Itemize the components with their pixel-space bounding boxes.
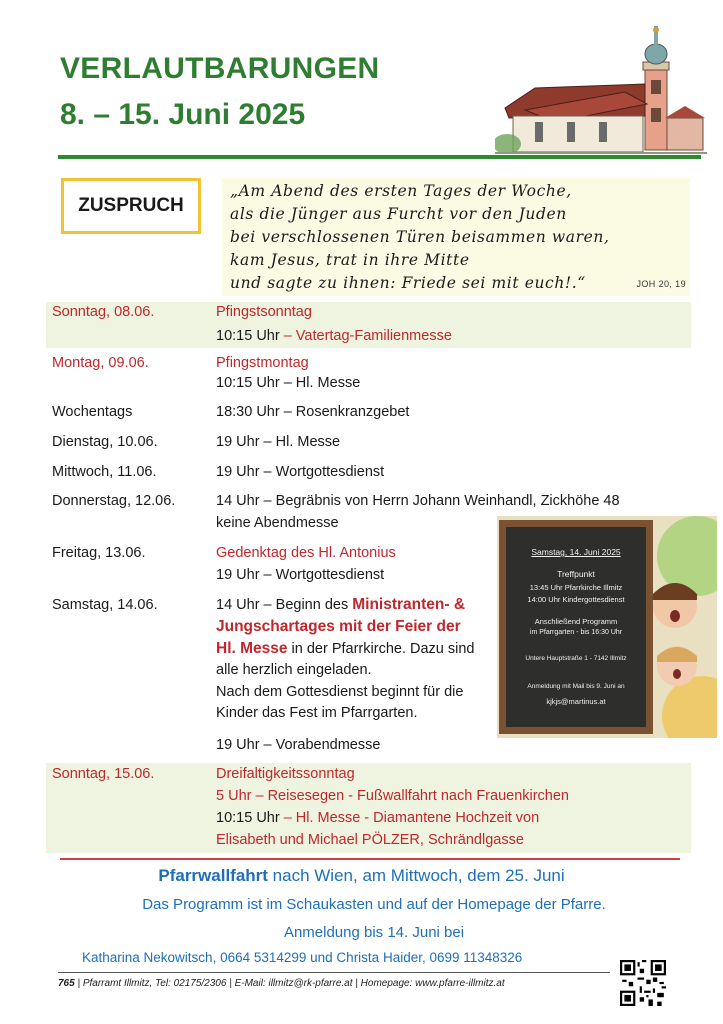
header-divider xyxy=(58,155,701,159)
chalk-line: Samstag, 14. Juni 2025 xyxy=(531,547,621,557)
pilgrimage-contacts: Katharina Nekowitsch, 0664 5314299 und Christa Haider, 0699 11348326 xyxy=(82,950,523,965)
chalk-line: 13:45 Uhr Pfarrkirche Illmitz xyxy=(529,583,623,592)
day-label: Wochentags xyxy=(52,404,133,420)
event-line: 10:15 Uhr – Hl. Messe xyxy=(216,375,361,391)
event-highlight: Ministranten- & xyxy=(352,596,466,613)
event-line xyxy=(216,596,465,614)
event-line: 19 Uhr – Wortgottesdienst xyxy=(216,567,385,583)
day-label: Sonntag, 15.06. xyxy=(52,766,155,782)
event-line: alle herzlich eingeladen. xyxy=(216,662,372,678)
event-line: 5 Uhr – Reisesegen - Fußwallfahrt nach Frauenkirchen xyxy=(216,788,569,804)
section-divider xyxy=(60,858,680,860)
quote-line: „Am Abend des ersten Tages der Woche, xyxy=(230,182,572,200)
bible-quote xyxy=(222,178,690,296)
day-label: Samstag, 14.06. xyxy=(52,597,158,613)
pilgrimage-registration: Anmeldung bis 14. Juni bei xyxy=(283,924,465,941)
quote-line: kam Jesus, trat in ihre Mitte xyxy=(230,251,470,269)
day-label: Freitag, 13.06. xyxy=(52,545,146,561)
pilgrimage-info: Das Programm ist im Schaukasten und auf der Homepage der Pfarre. xyxy=(142,896,606,913)
quote-line: als die Jünger aus Furcht vor den Juden xyxy=(230,205,567,223)
day-label: Donnerstag, 12.06. xyxy=(52,493,176,509)
event-line: Nach dem Gottesdienst beginnt für die xyxy=(216,684,464,700)
event-note: keine Abendmesse xyxy=(216,515,339,531)
event-line xyxy=(216,328,452,344)
chalk-line: kjkjs@martinus.at xyxy=(546,697,606,706)
event-line: 18:30 Uhr – Rosenkranzgebet xyxy=(216,404,410,420)
quote-line: und sagte zu ihnen: Friede sei mit euch!.“ xyxy=(230,274,586,292)
event-line: 19 Uhr – Wortgottesdienst xyxy=(216,464,385,480)
zuspruch-label: ZUSPRUCH xyxy=(61,178,201,234)
event-name: – Hl. Messe - Diamantene Hochzeit von xyxy=(283,810,540,826)
event-text: in der Pfarrkirche. Dazu sind xyxy=(287,641,475,657)
quote-reference: JOH 20, 19 xyxy=(636,279,686,289)
day-label: Mittwoch, 11.06. xyxy=(52,464,157,480)
event-title: Pfingstmontag xyxy=(216,355,309,371)
event-title: Pfingstsonntag xyxy=(216,304,312,320)
quote-line: bei verschlossenen Türen beisammen waren, xyxy=(230,228,610,246)
chalk-line: im Pfarrgarten - bis 16:30 Uhr xyxy=(529,629,623,636)
event-title: Gedenktag des Hl. Antonius xyxy=(216,545,396,561)
event-line: 19 Uhr – Hl. Messe xyxy=(216,434,341,450)
event-name: – Vatertag-Familienmesse xyxy=(283,328,452,344)
event-line xyxy=(216,810,539,826)
qr-code-icon xyxy=(620,960,666,1006)
chalk-line: 14:00 Uhr Kindergottesdienst xyxy=(527,595,625,604)
pilgrimage-title-rest: nach Wien, am Mittwoch, dem 25. Juni xyxy=(267,866,565,885)
page-title: VERLAUTBARUNGEN xyxy=(60,52,380,85)
event-line: 19 Uhr – Vorabendmesse xyxy=(216,737,381,753)
chalk-line: Untere Hauptstraße 1 - 7142 Illmitz xyxy=(525,655,627,662)
event-line: Elisabeth und Michael PÖLZER, Schrändlgasse xyxy=(216,832,524,848)
event-text: 14 Uhr – Beginn des xyxy=(216,597,353,613)
pilgrimage-title-bold: Pfarrwallfahrt xyxy=(158,866,268,885)
day-label: Dienstag, 10.06. xyxy=(52,434,158,450)
footer-contact: | Pfarramt Illmitz, Tel: 02175/2306 | E-Mail: illmitz@rk-pfarre.at | Homepage: www.pfarre-illmitz.at xyxy=(74,978,505,989)
event-title: Dreifaltigkeitssonntag xyxy=(216,766,355,782)
event-time: 10:15 Uhr xyxy=(216,328,284,344)
event-time: 10:15 Uhr xyxy=(216,810,284,826)
day-label: Sonntag, 08.06. xyxy=(52,304,155,320)
pilgrimage-title xyxy=(0,866,723,886)
event-highlight: Jungschartages mit der Feier der xyxy=(216,618,461,635)
chalk-line: Treffpunkt xyxy=(557,569,595,579)
event-line: Kinder das Fest im Pfarrgarten. xyxy=(216,705,418,721)
chalkboard-image xyxy=(497,516,717,738)
event-line: 14 Uhr – Begräbnis von Herrn Johann Weinhandl, Zickhöhe 48 xyxy=(216,493,620,509)
footer xyxy=(58,978,505,989)
day-label: Montag, 09.06. xyxy=(52,355,149,371)
event-highlight: Hl. Messe xyxy=(216,640,288,657)
event-line xyxy=(216,640,474,658)
page-number: 765 xyxy=(58,978,75,989)
chalk-line: Anmeldung mit Mail bis 9. Juni an xyxy=(527,683,625,690)
footer-divider xyxy=(58,972,610,973)
church-illustration xyxy=(495,18,707,158)
date-range: 8. – 15. Juni 2025 xyxy=(60,98,306,131)
chalk-line: Anschließend Programm xyxy=(534,617,618,626)
